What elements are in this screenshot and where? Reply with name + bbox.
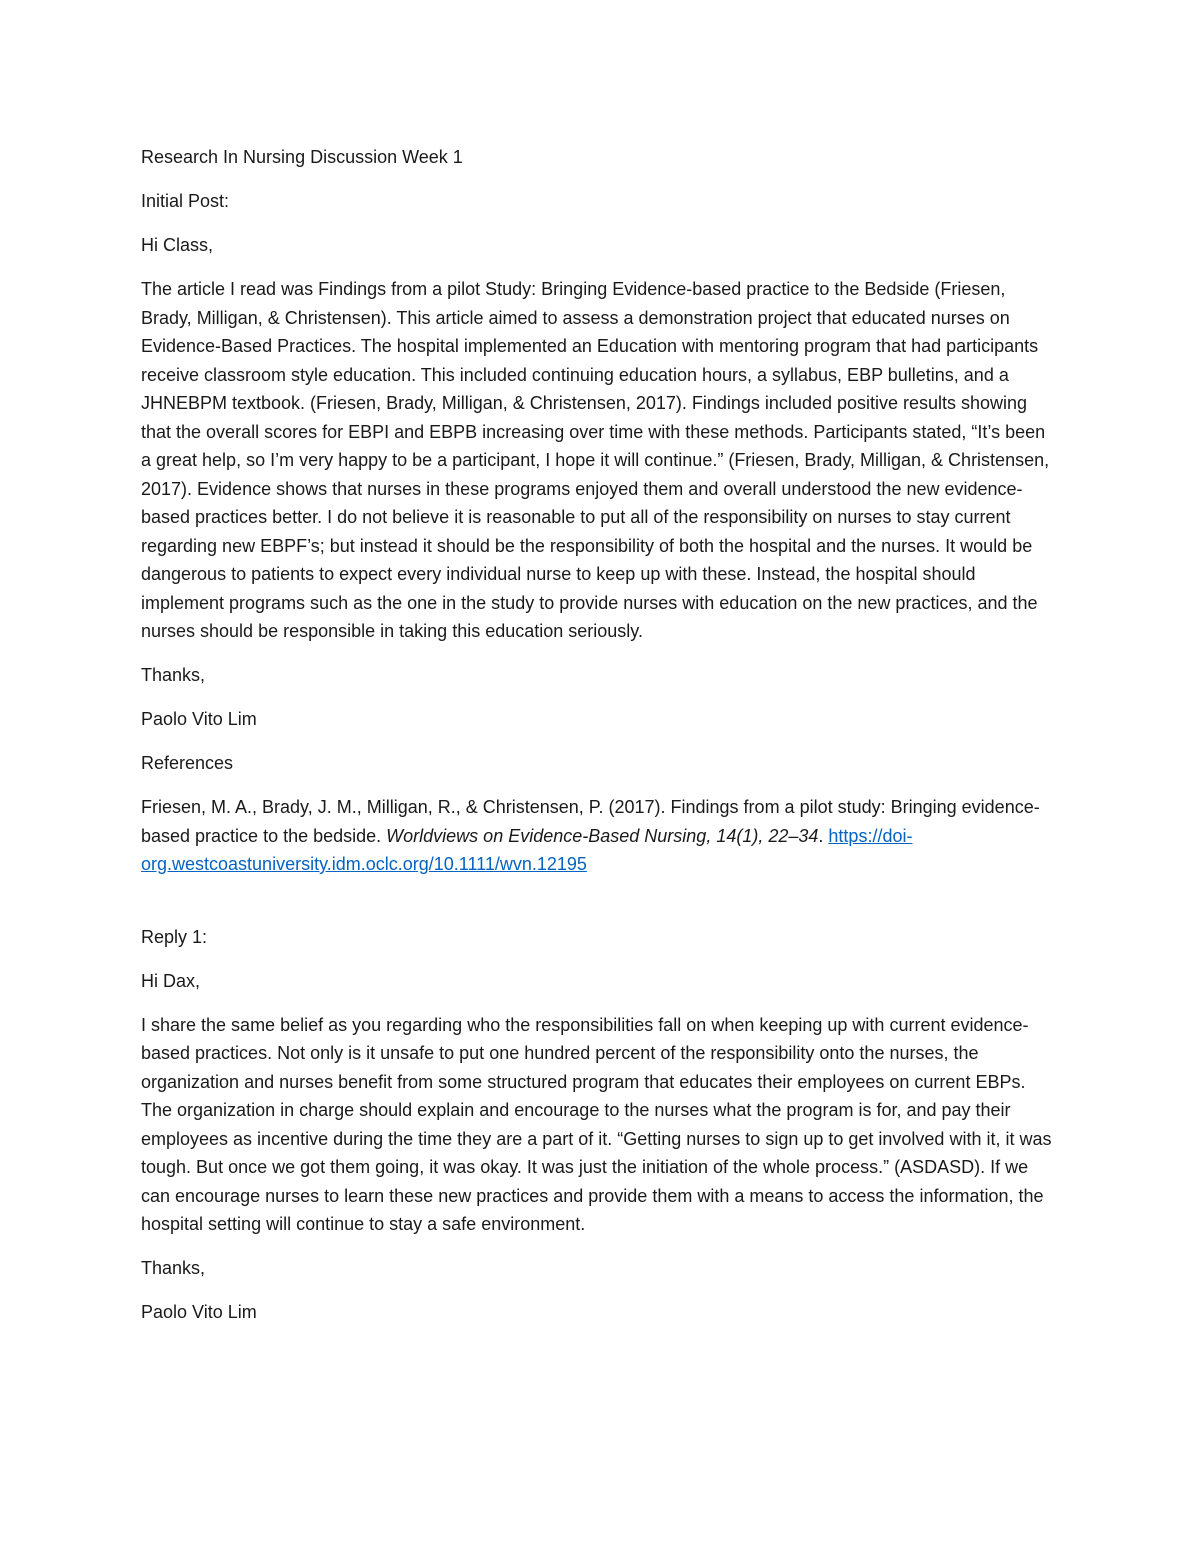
document-title: Research In Nursing Discussion Week 1 — [141, 147, 463, 167]
initial-post-signature: Paolo Vito Lim — [141, 709, 257, 729]
reference-entry — [141, 793, 1060, 879]
reply-1-greeting: Hi Dax, — [141, 970, 201, 991]
reply-1-signature: Paolo Vito Lim — [141, 1302, 257, 1322]
reply-1-closing: Thanks, — [141, 1258, 206, 1278]
initial-post-greeting: Hi Class, — [141, 235, 214, 255]
initial-post-closing: Thanks, — [141, 665, 206, 685]
section-spacer — [141, 879, 1060, 923]
reply-1-body: I share the same belief as you regarding who the responsibilities fall on when keeping up with current evidence-based practices. Not only is it unsafe to put one hundred percent of the responsibility onto the nurses, the organization and nurses benefit from some structured program that educates their employees on current EBPs. The organization in charge should explain and encourage to the nurses what the program is for, and pay their employees as incentive during the time they are a part of it. “Getting nurses to sign up to get involved with it, it was tough. But once we got them going, it was okay. It was just the initiation of the whole process.” (ASDASD). If we can encourage nurses to learn these new practices and provide them with a means to access the information, the hospital setting will continue to stay a safe environment. — [141, 1014, 1052, 1234]
references-heading: References — [141, 753, 234, 773]
reference-entry-punct: . — [818, 825, 829, 846]
initial-post-body: The article I read was Findings from a pilot Study: Bringing Evidence-based practice to the Bedside (Friesen, Brady, Milligan, & Christensen). This article aimed to assess a demonstration project that educated nurses on Evidence-Based Practices. The hospital implemented an Education with mentoring program that had participants receive classroom style education. This included continuing education hours, a syllabus, EBP bulletins, and a JHNEBPM textbook. (Friesen, Brady, Milligan, & Christensen, 2017). Findings included positive results showing that the overall scores for EBPI and EBPB increasing over time with these methods. Participants stated, “It’s been a great help, so I’m very happy to be a participant, I hope it will continue.” (Friesen, Brady, Milligan, & Christensen, 2017). Evidence shows that nurses in these programs enjoyed them and overall understood the new evidence-based practices better. I do not believe it is reasonable to put all of the responsibility on nurses to stay current regarding new EBPF’s; but instead it should be the responsibility of both the hospital and the nurses. It would be dangerous to patients to expect every individual nurse to keep up with these. Instead, the hospital should implement programs such as the one in the study to provide nurses with education on the new practices, and the nurses should be responsible in taking this education seriously. — [141, 279, 1050, 641]
reference-entry-text: Friesen, M. A., Brady, J. M., Milligan, R., & Christensen, P. (2017). Findings from a pilot study: Bringing evidence-based practice to the bedside. — [141, 797, 1040, 846]
reply-1-heading: Reply 1: — [141, 926, 208, 947]
reference-journal: Worldviews on Evidence-Based Nursing, 14(1), 22–34 — [386, 825, 819, 846]
initial-post-heading: Initial Post: — [141, 191, 230, 211]
doi-link[interactable]: https://doi-org.westcoastuniversity.idm.oclc.org/10.1111/wvn.12195 — [141, 825, 913, 874]
